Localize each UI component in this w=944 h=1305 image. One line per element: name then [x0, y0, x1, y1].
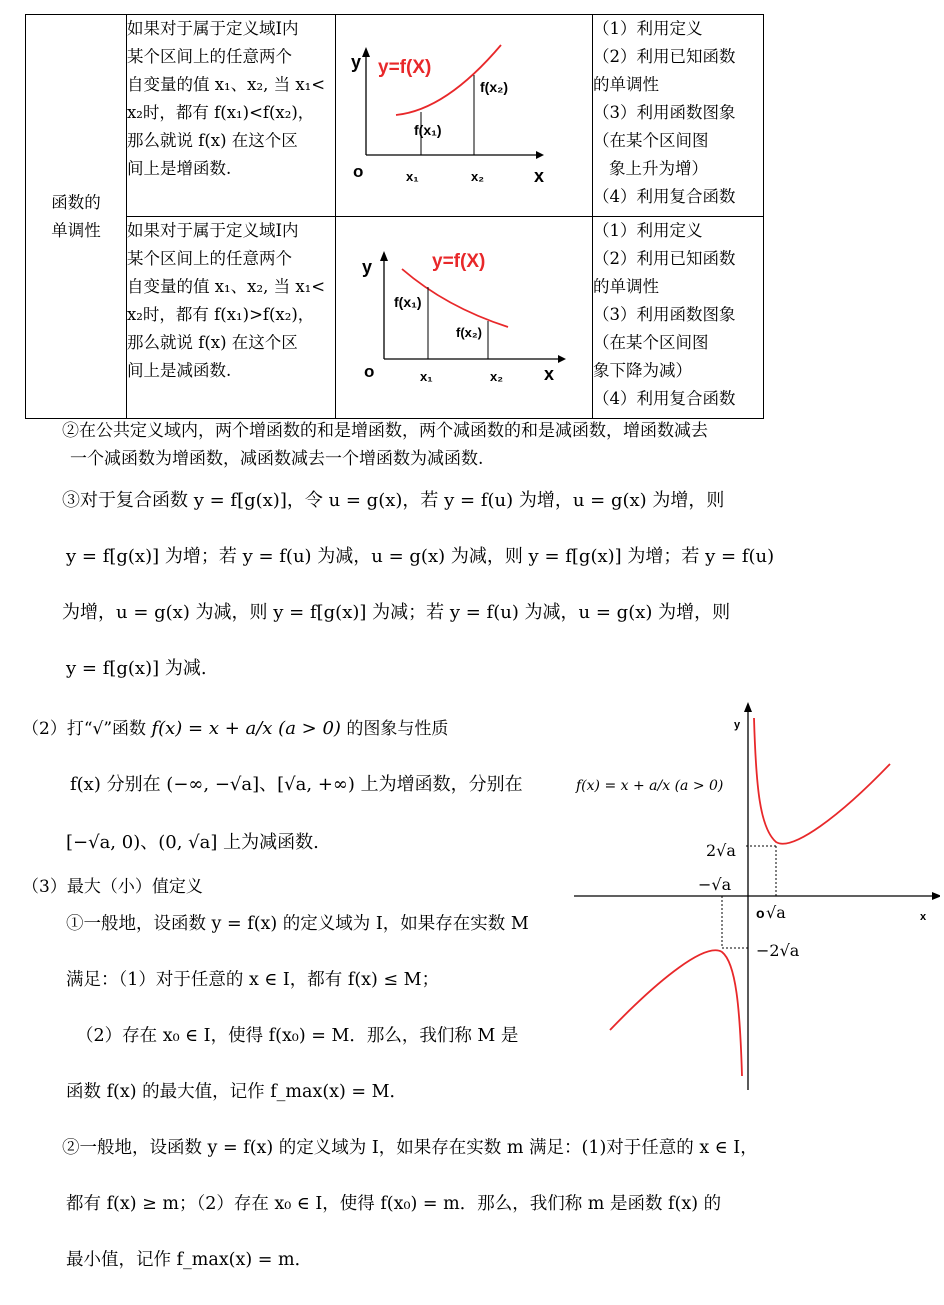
label-neg-sqrt-a: −√a	[698, 875, 732, 894]
min-line3: 最小值，记作 f_max(x) = m．	[66, 1250, 313, 1270]
row-title-line2: 单调性	[51, 220, 101, 240]
cond-line: 某个区间上的任意两个	[127, 47, 292, 66]
method-item: 的单调性	[593, 277, 659, 296]
method-item: （在某个区间图	[593, 131, 709, 150]
fx1-label: f(x₁)	[394, 294, 422, 310]
cond-line: 间上是减函数.	[127, 361, 232, 380]
min-line1: ②一般地，设函数 y = f(x) 的定义域为 I，如果存在实数 m 满足：(1)对于任意的 x ∈ I，	[62, 1138, 758, 1158]
max-line2: 满足：（1）对于任意的 x ∈ I，都有 f(x) ≤ M；	[66, 970, 440, 990]
method-item: （在某个区间图	[593, 333, 709, 352]
section2-title	[22, 714, 448, 739]
para2-line2: 一个减函数为增函数，减函数减去一个增函数为减函数.	[70, 449, 484, 469]
para3-line2: y = f[g(x)] 为增；若 y = f(u) 为减，u = g(x) 为减，则 y = f[g(x)] 为增；若 y = f(u)	[66, 546, 775, 567]
origin-label: o	[364, 362, 375, 381]
increasing-graph	[336, 15, 592, 211]
para3-line1: ③对于复合函数 y = f[g(x)]，令 u = g(x)，若 y = f(u) 为增，u = g(x) 为增，则	[62, 490, 725, 511]
cond-line: x₂时，都有 f(x₁)<f(x₂)，	[127, 103, 315, 122]
para3-line3: 为增，u = g(x) 为减，则 y = f[g(x)] 为减；若 y = f(u) 为减，u = g(x) 为增，则	[62, 602, 731, 623]
y-axis-label: y	[351, 52, 362, 72]
y-axis-label: y	[362, 257, 373, 277]
para2-line1: ②在公共定义域内，两个增函数的和是增函数，两个减函数的和是减函数，增函数减去	[62, 421, 708, 441]
section3-title: （3）最大（小）值定义	[22, 877, 203, 897]
nike-function-graph	[570, 698, 940, 1098]
row-title	[26, 15, 127, 419]
method-item: （4）利用复合函数	[593, 187, 736, 206]
para3-line4: y = f[g(x)] 为减.	[66, 658, 207, 679]
x1-label: x₁	[420, 369, 433, 384]
section2-title-suffix: 的图象与性质	[346, 719, 449, 739]
section2-title-prefix: （2）打“√”函数	[22, 719, 147, 739]
cond-line: 如果对于属于定义域Ⅰ内	[127, 221, 299, 240]
monotonicity-table	[25, 14, 764, 419]
section2-line2: [−√a, 0)、(0, √a] 上为减函数.	[66, 832, 319, 853]
x2-label: x₂	[490, 369, 504, 384]
x-axis-label: x	[534, 166, 545, 186]
method-item: （4）利用复合函数	[593, 389, 736, 408]
max-line3: （2）存在 x₀ ∈ I，使得 f(x₀) = M．那么，我们称 M 是	[76, 1026, 519, 1046]
method-item: （2）利用已知函数	[593, 47, 736, 66]
func-label: y=f(X)	[378, 57, 432, 78]
label-neg-2sqrt-a: −2√a	[756, 941, 800, 960]
label-2sqrt-a: 2√a	[706, 841, 736, 860]
cond-line: 某个区间上的任意两个	[127, 249, 292, 268]
decreasing-definition	[127, 217, 336, 419]
fx2-label: f(x₂)	[456, 325, 482, 340]
method-item: 象上升为增）	[609, 159, 708, 178]
x-axis-label: x	[544, 364, 555, 384]
x2-label: x₂	[471, 169, 485, 184]
x1-label: x₁	[406, 169, 419, 184]
decreasing-graph	[336, 217, 592, 413]
origin-label: o	[353, 162, 364, 181]
x-axis-label: x	[920, 911, 927, 923]
increasing-methods	[593, 15, 764, 217]
y-axis-label: y	[734, 719, 741, 731]
decreasing-row	[26, 217, 764, 419]
method-item: （1）利用定义	[593, 221, 703, 240]
method-item: （1）利用定义	[593, 19, 703, 38]
cond-line: 那么就说 f(x) 在这个区	[127, 131, 298, 150]
label-sqrt-a: √a	[766, 903, 786, 922]
row-title-line1: 函数的	[51, 192, 101, 212]
increasing-definition	[127, 15, 336, 217]
origin-label: o	[756, 905, 765, 921]
fx2-label: f(x₂)	[480, 79, 508, 95]
nike-formula: f(x) = x + a/x (a > 0)	[576, 778, 724, 794]
decreasing-methods	[593, 217, 764, 419]
decreasing-graph-cell	[336, 217, 593, 419]
max-line1: ①一般地，设函数 y = f(x) 的定义域为 I，如果存在实数 M	[66, 914, 529, 934]
cond-line: 如果对于属于定义域Ⅰ内	[127, 19, 299, 38]
section2-title-formula: f(x) = x + a/x (a > 0)	[151, 718, 341, 739]
method-item: （3）利用函数图象	[593, 103, 736, 122]
method-item: 的单调性	[593, 75, 659, 94]
section2-line1: f(x) 分别在 (−∞, −√a]、[√a, +∞) 上为增函数，分别在	[70, 774, 523, 795]
increasing-graph-cell	[336, 15, 593, 217]
func-label: y=f(X)	[432, 251, 486, 272]
max-line4: 函数 f(x) 的最大值，记作 f_max(x) = M．	[66, 1082, 408, 1102]
fx1-label: f(x₁)	[414, 122, 442, 138]
method-item: （2）利用已知函数	[593, 249, 736, 268]
cond-line: 那么就说 f(x) 在这个区	[127, 333, 298, 352]
cond-line: 自变量的值 x₁、x₂, 当 x₁<	[127, 277, 326, 296]
min-line2: 都有 f(x) ≥ m；（2）存在 x₀ ∈ I，使得 f(x₀) = m．那么，我们称 m 是函数 f(x) 的	[66, 1194, 722, 1214]
cond-line: x₂时，都有 f(x₁)>f(x₂)，	[127, 305, 315, 324]
cond-line: 自变量的值 x₁、x₂, 当 x₁<	[127, 75, 326, 94]
increasing-row	[26, 15, 764, 217]
method-item: 象下降为减）	[593, 361, 692, 380]
method-item: （3）利用函数图象	[593, 305, 736, 324]
cond-line: 间上是增函数.	[127, 159, 232, 178]
